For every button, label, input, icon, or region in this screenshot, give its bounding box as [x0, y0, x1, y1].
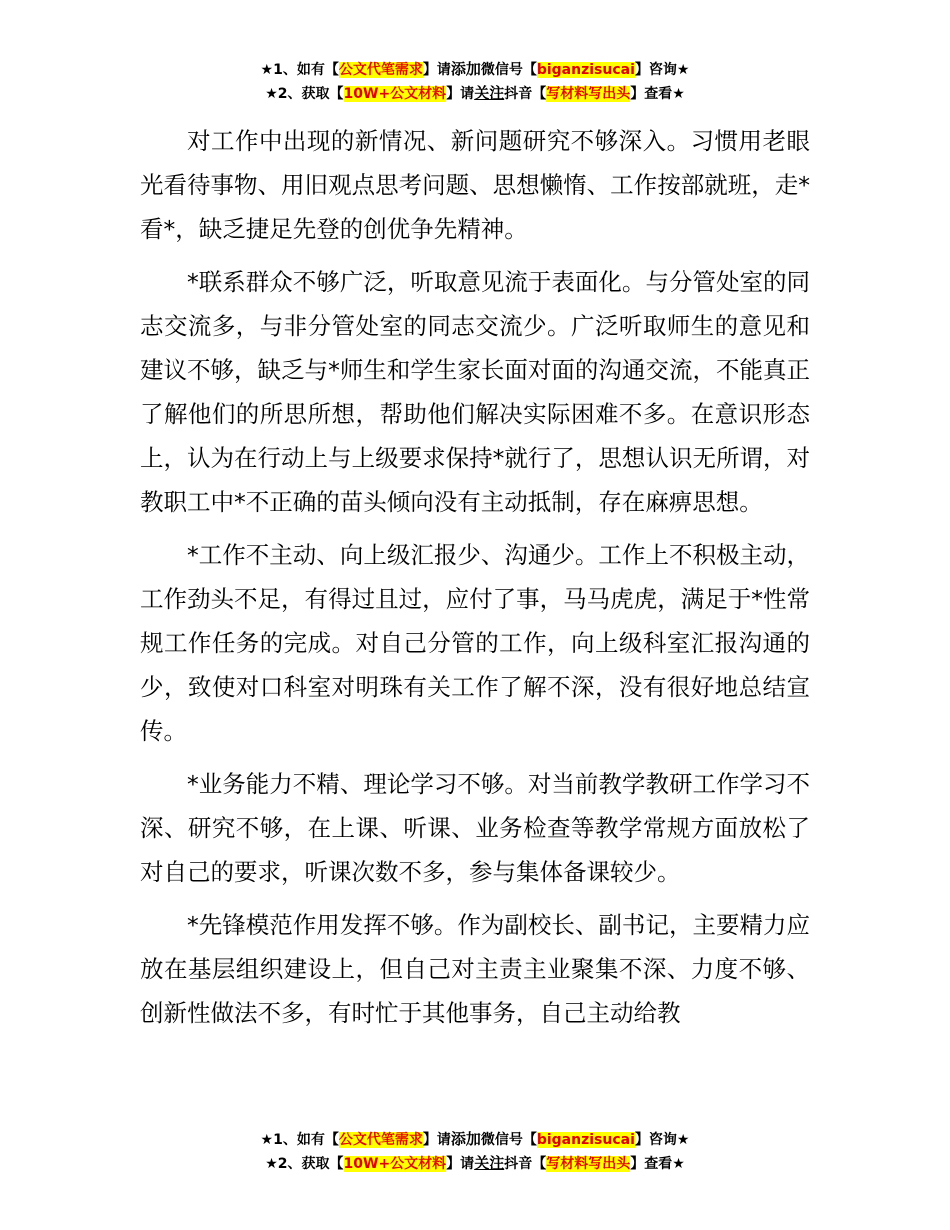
footer-line-1: ★1、如有【公文代笔需求】请添加微信号【biganzisucai】咨询★: [260, 1130, 690, 1148]
highlight-wechat-id: biganzisucai: [536, 62, 635, 78]
emphasis-follow: 关注: [474, 84, 505, 102]
footer-banner: [0, 1128, 950, 1176]
header-line-2: ★2、获取【10W+公文材料】请关注抖音【写材料写出头】查看★: [265, 84, 685, 102]
header-banner: [0, 58, 950, 106]
highlight-service: 公文代笔需求: [338, 1132, 423, 1148]
emphasis-follow: 关注: [474, 1154, 505, 1172]
emphasis-add: 添加: [450, 1130, 481, 1148]
highlight-materials: 10W+公文材料: [343, 86, 447, 102]
paragraph-5: *先锋模范作用发挥不够。作为副校长、副书记，主要精力应放在基层组织建设上，但自己对主责主业聚集不深、力度不够、创新性做法不多，有时忙于其他事务，自己主动给教: [140, 911, 810, 1027]
emphasis-add: 添加: [450, 60, 481, 78]
highlight-service: 公文代笔需求: [338, 62, 423, 78]
header-line-1: ★1、如有【公文代笔需求】请添加微信号【biganzisucai】咨询★: [260, 60, 690, 78]
highlight-wechat-id: biganzisucai: [536, 1132, 635, 1148]
footer-line-2: ★2、获取【10W+公文材料】请关注抖音【写材料写出头】查看★: [265, 1154, 685, 1172]
document-body: [140, 119, 810, 1044]
highlight-materials: 10W+公文材料: [343, 1156, 447, 1172]
highlight-douyin-account: 写材料写出头: [546, 1156, 631, 1172]
highlight-douyin-account: 写材料写出头: [546, 86, 631, 102]
paragraph-2: *联系群众不够广泛，听取意见流于表面化。与分管处室的同志交流多，与非分管处室的同志交流少。广泛听取师生的意见和建议不够，缺乏与*师生和学生家长面对面的沟通交流，不能真正了解他们的所思所想，帮助他们解决实际困难不多。在意识形态上，认为在行动上与上级要求保持*就行了，思想认识无所谓，对教职工中*不正确的苗头倾向没有主动抵制，存在麻痹思想。: [140, 268, 810, 516]
paragraph-3: *工作不主动、向上级汇报少、沟通少。工作上不积极主动，工作劲头不足，有得过且过，应付了事，马马虎虎，满足于*性常规工作任务的完成。对自己分管的工作，向上级科室汇报沟通的少，致使对口科室对明珠有关工作了解不深，没有很好地总结宣传。: [140, 541, 810, 745]
paragraph-4: *业务能力不精、理论学习不够。对当前教学教研工作学习不深、研究不够，在上课、听课、业务检查等教学常规方面放松了对自己的要求，听课次数不多，参与集体备课较少。: [140, 770, 810, 886]
paragraph-1: 对工作中出现的新情况、新问题研究不够深入。习惯用老眼光看待事物、用旧观点思考问题、思想懒惰、工作按部就班，走*看*，缺乏捷足先登的创优争先精神。: [140, 127, 810, 243]
